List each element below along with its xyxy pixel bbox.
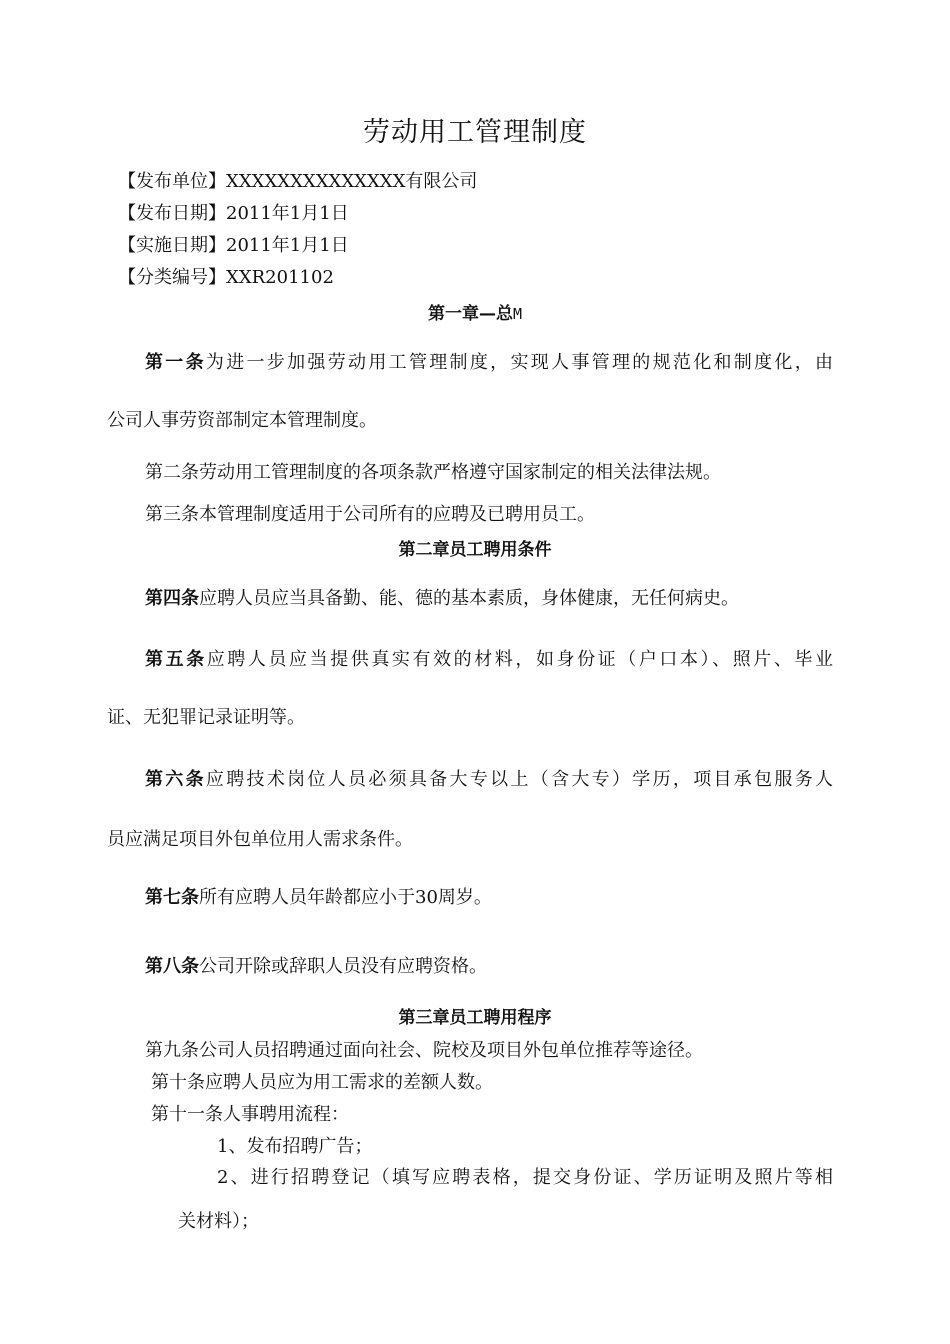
article-6-line-1 bbox=[145, 768, 833, 792]
article-1-line-1 bbox=[145, 351, 833, 375]
article-7-label: 第七条 bbox=[145, 887, 199, 908]
meta-issuer bbox=[118, 170, 477, 194]
chapter-1-heading bbox=[0, 302, 950, 326]
article-10: 第十条应聘人员应为用工需求的差额人数。 bbox=[151, 1072, 493, 1093]
meta-effective-date-label: 【实施日期】 bbox=[118, 235, 226, 256]
article-1-text-1: 为进一步加强劳动用工管理制度，实现人事管理的规范化和制度化，由 bbox=[205, 352, 834, 373]
article-6-label: 第六条 bbox=[145, 769, 206, 790]
article-5-label: 第五条 bbox=[145, 649, 207, 670]
step-2-line-1: 2、进行招聘登记（填写应聘表格，提交身份证、学历证明及照片等相 bbox=[217, 1167, 833, 1188]
article-4 bbox=[145, 587, 739, 611]
meta-effective-date-value: 2011年1月1日 bbox=[226, 235, 349, 256]
article-11: 第十一条人事聘用流程： bbox=[151, 1104, 349, 1125]
article-4-text: 应聘人员应当具备勤、能、德的基本素质，身体健康，无任何病史。 bbox=[199, 588, 739, 609]
article-1-line-2: 公司人事劳资部制定本管理制度。 bbox=[107, 410, 377, 431]
article-2: 第二条劳动用工管理制度的各项条款严格遵守国家制定的相关法律法规。 bbox=[145, 462, 721, 483]
article-8-text: 公司开除或辞职人员没有应聘资格。 bbox=[199, 956, 487, 977]
meta-issuer-label: 【发布单位】 bbox=[118, 171, 226, 192]
article-4-label: 第四条 bbox=[145, 588, 199, 609]
article-5-line-2: 证、无犯罪记录证明等。 bbox=[107, 707, 305, 728]
article-8-label: 第八条 bbox=[145, 956, 199, 977]
step-1: 1、发布招聘广告； bbox=[217, 1136, 373, 1157]
chapter-3-heading: 第三章员工聘用程序 bbox=[398, 1008, 552, 1028]
article-5-line-1 bbox=[145, 648, 833, 672]
article-3: 第三条本管理制度适用于公司所有的应聘及已聘用员工。 bbox=[145, 504, 595, 525]
article-7 bbox=[145, 886, 492, 910]
meta-category-code-value: XXR201102 bbox=[226, 267, 334, 288]
chapter-1-heading-suffix: M bbox=[512, 305, 523, 323]
article-1-label: 第一条 bbox=[145, 352, 206, 373]
meta-issue-date-value: 2011年1月1日 bbox=[226, 203, 349, 224]
article-7-text: 所有应聘人员年龄都应小于30周岁。 bbox=[199, 887, 492, 908]
meta-issue-date-label: 【发布日期】 bbox=[118, 203, 226, 224]
article-9: 第九条公司人员招聘通过面向社会、院校及项目外包单位推荐等途径。 bbox=[145, 1040, 703, 1061]
meta-category-code bbox=[118, 266, 334, 290]
article-5-text-1: 应聘人员应当提供真实有效的材料，如身份证（户口本）、照片、毕业 bbox=[206, 649, 834, 670]
article-8 bbox=[145, 955, 487, 979]
document-title: 劳动用工管理制度 bbox=[363, 117, 587, 148]
meta-category-code-label: 【分类编号】 bbox=[118, 267, 226, 288]
meta-effective-date bbox=[118, 234, 349, 258]
article-6-line-2: 员应满足项目外包单位用人需求条件。 bbox=[107, 829, 413, 850]
step-2-line-2: 关材料）； bbox=[178, 1211, 259, 1232]
chapter-2-heading: 第二章员工聘用条件 bbox=[398, 540, 552, 560]
article-6-text-1: 应聘技术岗位人员必须具备大专以上（含大专）学历，项目承包服务人 bbox=[205, 769, 834, 790]
chapter-1-heading-text: 第一章—总 bbox=[427, 304, 513, 324]
meta-issue-date bbox=[118, 202, 349, 226]
meta-issuer-value: XXXXXXXXXXXXXX有限公司 bbox=[226, 171, 478, 192]
